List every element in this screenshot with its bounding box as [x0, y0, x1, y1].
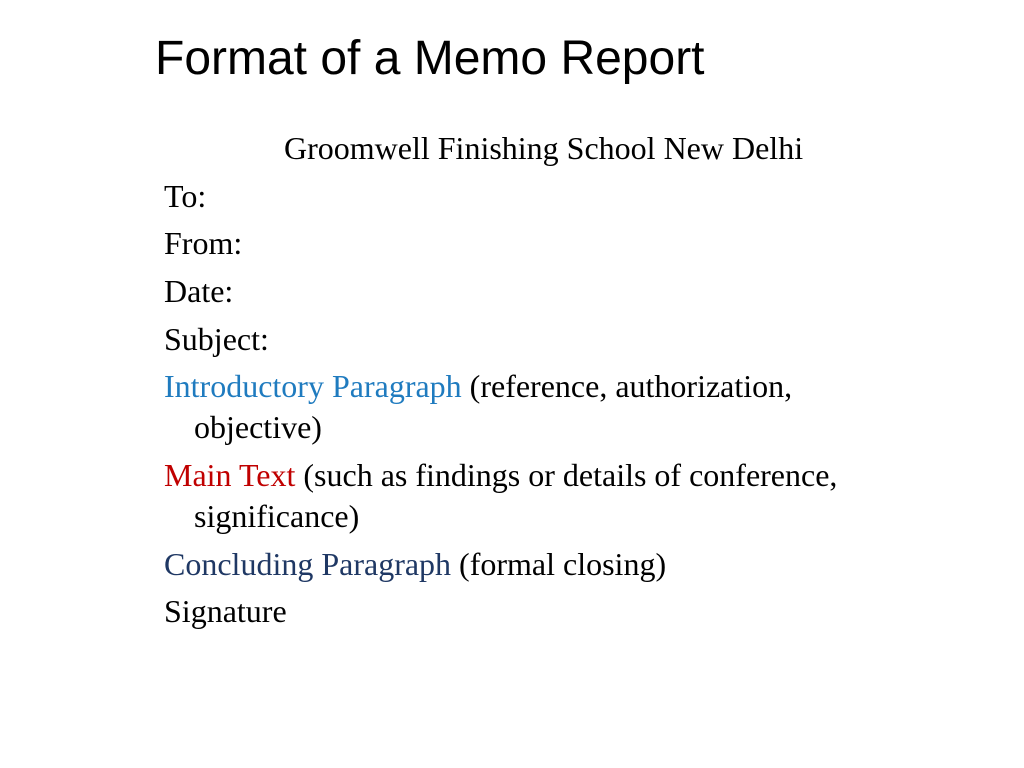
main-text-detail: (such as findings or details of conference,	[295, 457, 838, 493]
date-field: Date:	[164, 273, 234, 309]
main-text-detail-cont: significance)	[194, 498, 360, 534]
concluding-paragraph-detail: (formal closing)	[451, 546, 667, 582]
page-title: Format of a Memo Report	[155, 32, 705, 85]
concluding-paragraph-label: Concluding Paragraph	[164, 546, 452, 582]
signature-field: Signature	[164, 593, 287, 629]
to-field: To:	[164, 178, 207, 214]
concluding-paragraph-item	[164, 544, 666, 584]
main-text-item	[164, 455, 837, 495]
from-field: From:	[164, 225, 243, 261]
intro-paragraph-item	[164, 366, 792, 406]
school-name: Groomwell Finishing School New Delhi	[284, 130, 804, 166]
subject-field: Subject:	[164, 321, 269, 357]
intro-paragraph-label: Introductory Paragraph	[164, 368, 462, 404]
intro-paragraph-detail-cont: objective)	[194, 409, 322, 445]
main-text-label: Main Text	[164, 457, 296, 493]
intro-paragraph-detail: (reference, authorization,	[461, 368, 793, 404]
